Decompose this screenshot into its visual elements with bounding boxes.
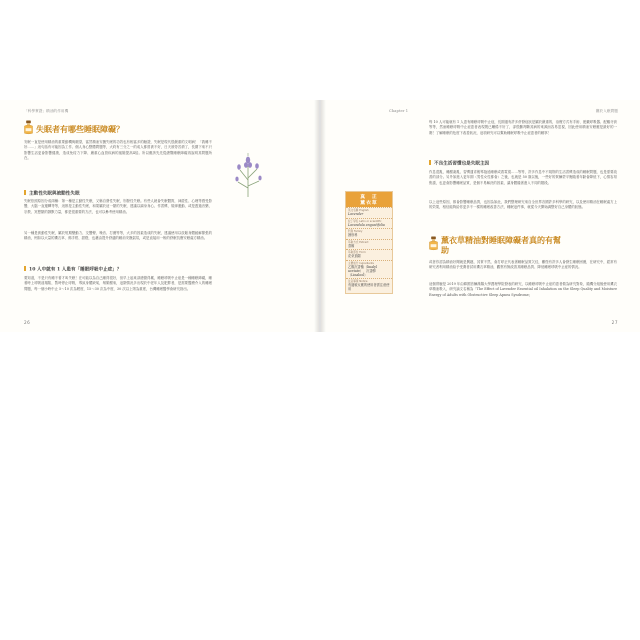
left-paragraph-2: 另一種是被動性失眠，屬於短期變動力、交響聲、噪音、打擾等等，大多的因素造成的失眠，建議使用以放鬆身體緩解緊張的精油，例如以大量的薰衣草、佛手柑、甜橙，也藉由提升舒適的睡前安撫氣氛，或是直接用一般的舒眠抗療安眠處方精油。	[24, 231, 212, 241]
right-paragraph-2: 以上這些原因，都會影響睡眠品質，也因為如此，我們整理研究來自全世界各國許多科學的研究，以及使用精油在睡眠處方上的效果，相信能夠給你更多不一樣的睡眠改善方法，睡眠這件事，就從今天開始調整好自己身體的狀態。	[429, 200, 617, 210]
card-row-label: 主要成分 Ingredients	[348, 261, 374, 265]
book-spread	[0, 100, 640, 332]
left-page	[0, 100, 319, 332]
card-row-value: 唇形科	[348, 233, 358, 238]
right-paragraph-1: 作息混亂，睡醒紊亂、習慣通宵報導拖延睡眠或看電視……等等，許多作息中不規則的生活習慣造成的睡眠問題，也是需要改善的部分。另外如進入更年期（男性女性都會）之後，也就是 50 歲以後，一些好的賀爾蒙平衡隨著年齡會降低下，心情容易焦慮，也更會影響睡眠品質，是個不易解決的因素，讓身體隨著進入不同的階段。	[429, 170, 617, 185]
card-row-value: 蒸餾	[348, 243, 355, 248]
card-row	[346, 228, 392, 239]
left-subheading-1: 主動性失眠與被動性失眠	[24, 190, 80, 197]
card-row-value: 乙酸沉香酯（linalyl acetate）、沉香醇（Linalool）	[348, 264, 377, 277]
card-row	[346, 218, 392, 229]
card-row-value: 有過敏反應的使用者需注意使用	[348, 283, 390, 292]
oil-bottle-icon	[22, 120, 35, 135]
left-intro-paragraph: 安眠一直是使用精油的重要動機與願望，當然精油安撫失眠的功效也有相當多的驗證，失眠是現代很嚴重的文明病！「我睡不好……」這句話有可能因為工作、個人身心整體問題等，大約有三分之一的成人都曾被不好，日天被勞苦煩了，長期下來不只影響生活更會影響健康，造成免疫力下降、嚴重心血管疾病的風險提高4倍。所以應該先先從總覽睡眠障礙再說明其問題所在。	[24, 140, 212, 160]
right-heading: 薰衣草精油對睡眠障礙者真的有幫助	[441, 235, 561, 255]
right-running-head-title: 關於入眠問題	[595, 109, 618, 113]
left-running-head: 「科學實證」精油的作用機	[24, 109, 69, 113]
right-paragraph-4: 這個實驗是 2019 年由韓國首爾漢陽大學護理學院發表的研究，以睡眠呼吸中止症的患者做為研究對象，隨機分組後使用薰衣草精油吸入，研究論文名稱為「The Effect of Lavender Essential oil Inhalation on the Sleep Quality and Moisture Energy of Adults with Obstructive Sleep Apnea Syndrome」	[429, 282, 617, 297]
left-page-number: 26	[24, 320, 31, 325]
card-row-label: 拉丁學名 Latin or scientific	[348, 219, 382, 223]
card-title: 真 正 薰衣草	[346, 192, 392, 207]
card-row	[346, 249, 392, 260]
book-gutter	[314, 100, 326, 332]
left-heading: 失眠者有哪些睡眠障礙？	[36, 124, 124, 134]
card-row-label: 萃取方式 Extract	[348, 240, 369, 244]
lavender-profile-card	[345, 191, 393, 294]
oil-bottle-icon	[427, 236, 440, 251]
left-paragraph-1: 失眠依照原因分成兩種：第一種是主動性失眠，又稱自發性失眠，別發性失眠。有些人就會失眠體質，神經性、心理等感受影響，大腦一直運轉等等，這都是主動性失眠，和果屬於這一類的失眠，建議以調身身心、作習慣、規律運動、或是透過音樂、宗教、冥想類的靜默力量，都是很重要的方法，也可以參考使用精油。	[24, 199, 212, 214]
right-running-head: Chapter 1	[389, 109, 409, 113]
card-row-value: 花朵頂端	[348, 254, 361, 259]
card-row	[346, 207, 392, 218]
lavender-illustration-icon	[226, 150, 272, 198]
right-page	[321, 100, 640, 332]
card-row-label: 科別 Family	[348, 230, 363, 233]
card-row-label: 英文名稱 English	[348, 209, 369, 212]
card-row	[346, 260, 392, 279]
left-subheading-2: 10 人中就有 1 人患有「睡眠呼吸中止症」？	[24, 266, 121, 273]
right-top-paragraph: 每 10 人可能就有 1 人患有睡眠呼吸中止症，長期還有許多併發症狀是屬於嚴重的，治療方式有手術、配戴呼吸器、配戴牙套等等，然而睡眠呼吸中止症患者表現既已睏倦不好了，卻很難判斷其病的來源而容易忽視，因此使用精油安眠應是最好的一劑！了解睡眠的危度下改善狀況，這項研究可以幫助睡眠呼吸中止症患者的睡寧！	[429, 120, 617, 135]
card-row	[346, 278, 392, 293]
right-paragraph-3: 或者你認為精油好聞就是興趣，其實不然，會打呼正代表著睡眠品質欠佳，難怪有許多人會發生睡眠困擾，在研究中，經常有研究者利用精油給予受測者試用薰衣草精油，觀察有無改善其睡眠品質、降低睡眠呼吸中止症的情況。	[429, 260, 617, 270]
right-page-number: 27	[611, 320, 618, 325]
card-rows	[346, 207, 392, 293]
left-paragraph-3: 要知道，不是只有睡不著才叫失眠！在可能以為自己睡得很好，但早上起來卻總覺得累，睡眠呼吸中止症是一種睡眠障礙，睡著時上呼吸道塌陷，暫時停止呼吸，導致身體缺氧，頻繁醒來，這類情況多出現於中老年人及肥胖者，是需要醫療介入的睡眠問題，每一個小時中止 5～10 次為輕度，15～30 次為中度，30 次以上則為重度，台灣睡眠醫學會研究指出。	[24, 276, 212, 291]
card-row-label: 注意事項 Notice	[348, 280, 368, 283]
right-subheading: 不良生活習慣也是失眠主因	[429, 160, 489, 167]
card-row-label: 萃取部位 Form	[348, 251, 366, 254]
card-row	[346, 239, 392, 250]
card-row-value: Lavandula angustifolia	[348, 222, 385, 227]
card-row-value: Lavender	[348, 212, 364, 217]
